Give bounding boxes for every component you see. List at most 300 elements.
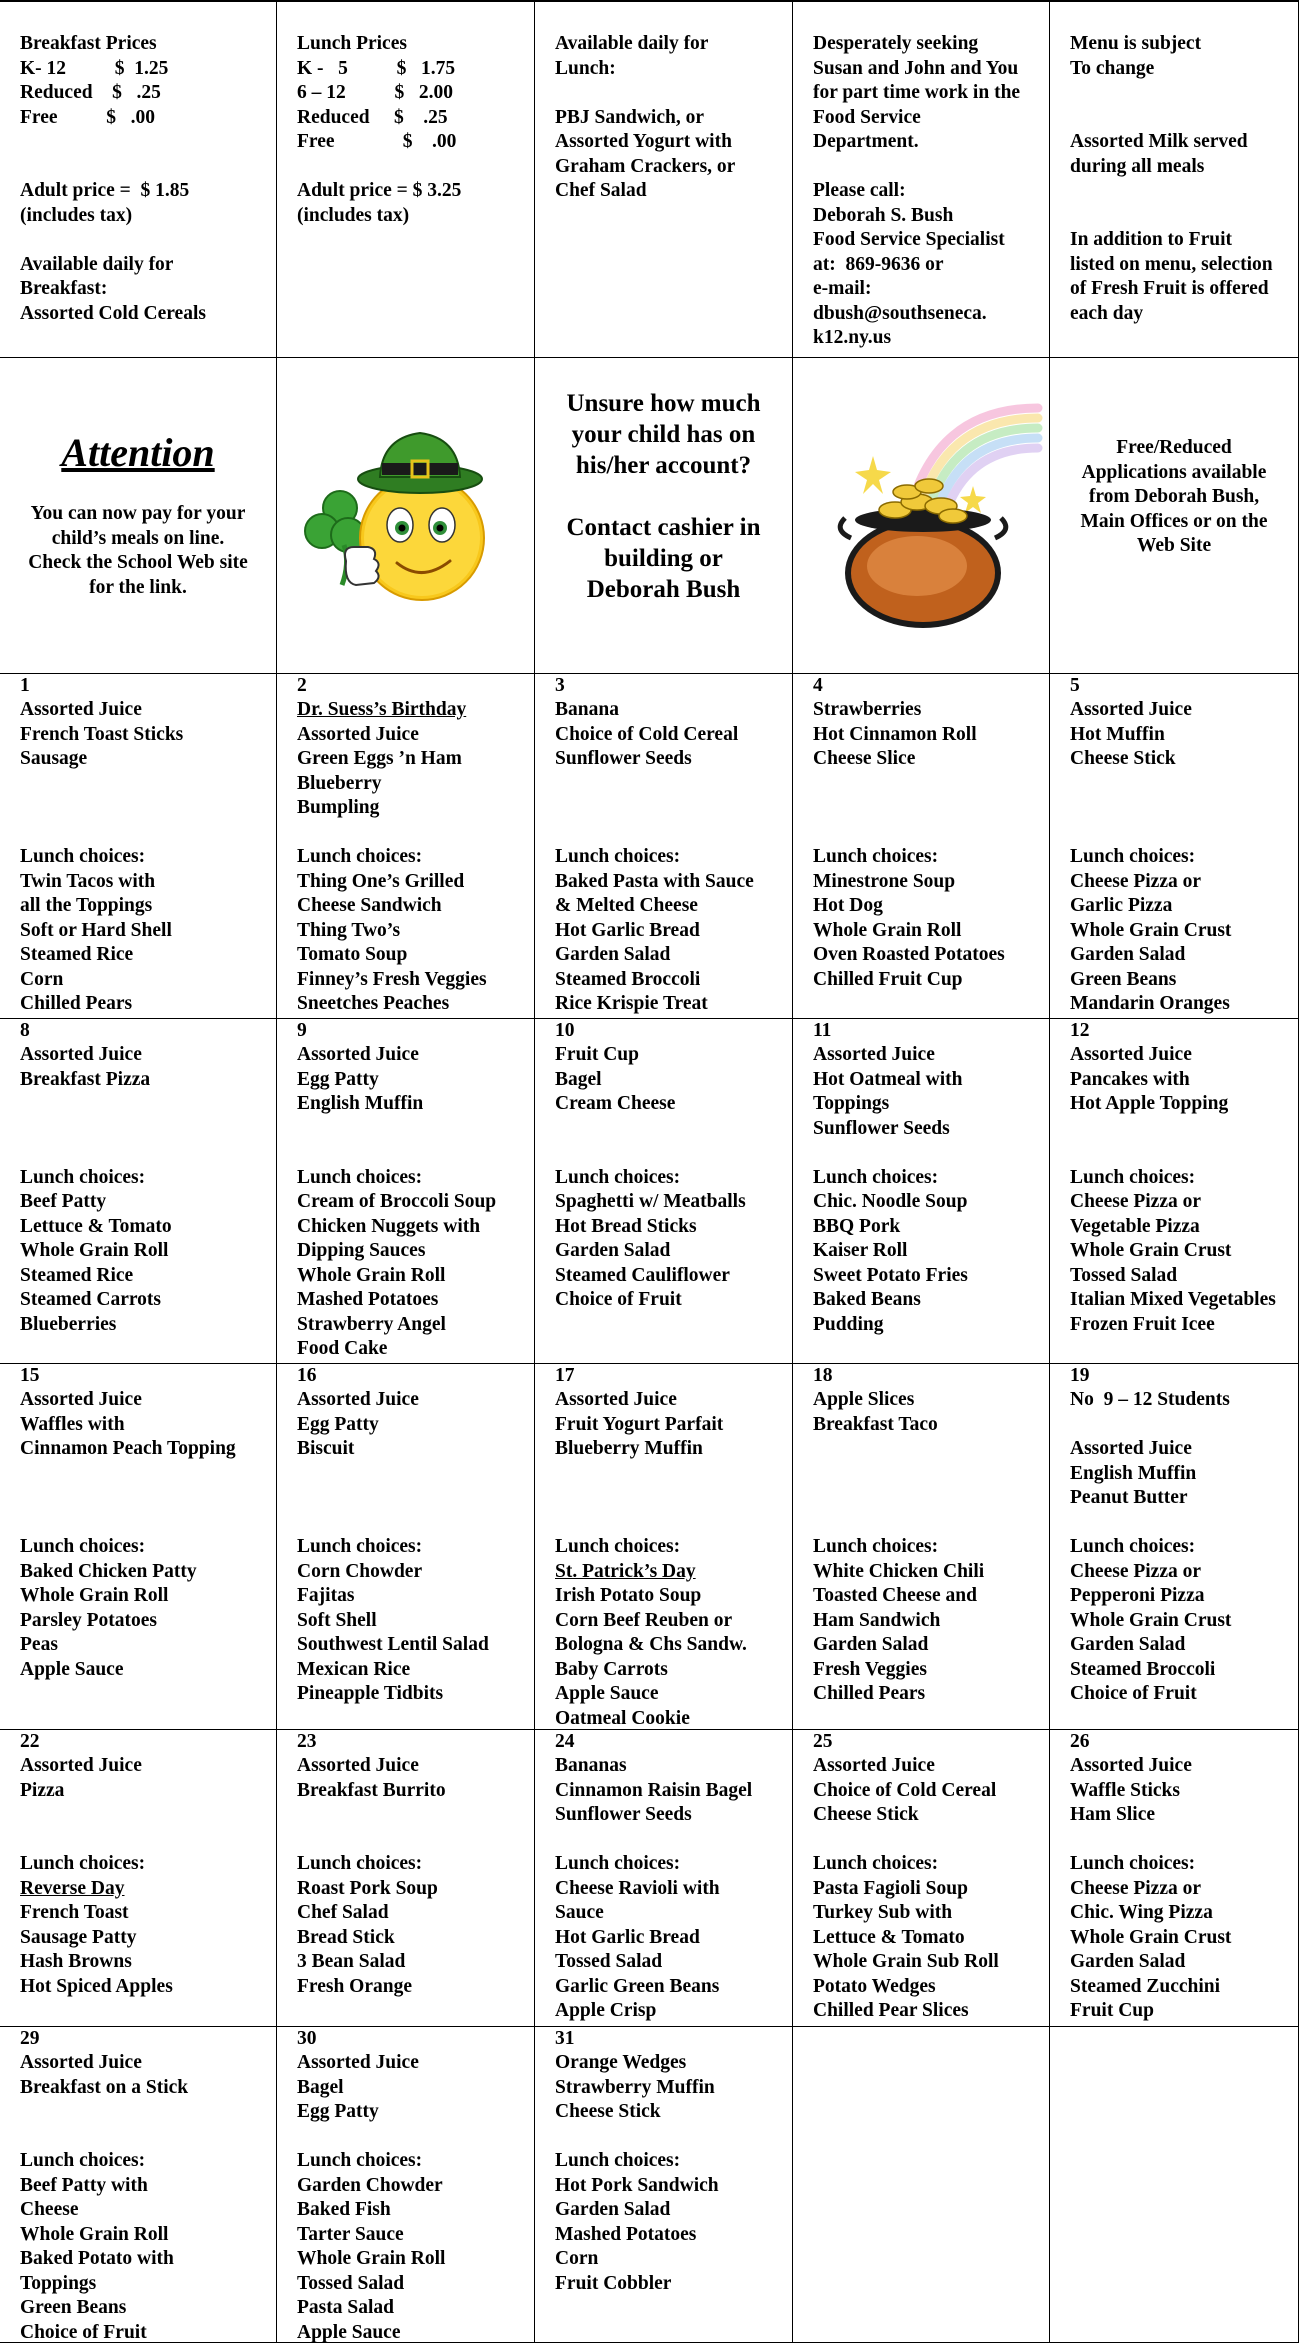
- lunch-item: Fruit Cobbler: [555, 2272, 786, 2297]
- day-cell-26: [1049, 1730, 1299, 2027]
- lunch-item: Italian Mixed Vegetables: [1070, 1288, 1292, 1313]
- day-cell-22: [0, 1730, 276, 2027]
- lunch-item: Oatmeal Cookie: [555, 1707, 786, 1731]
- text-line: Assorted Yogurt with: [555, 130, 786, 155]
- lunch-item: Garden Salad: [1070, 943, 1292, 968]
- lunch-item: Blueberries: [20, 1313, 270, 1338]
- breakfast-item: Ham Slice: [1070, 1803, 1292, 1828]
- attention-body: You can now pay for your child’s meals on line. Check the School Web site for the link.: [0, 502, 276, 600]
- account-balance-text: [535, 388, 792, 605]
- lunch-item: Fresh Orange: [297, 1975, 528, 2000]
- day-number: 24: [555, 1730, 786, 1754]
- text-line: [1070, 81, 1292, 106]
- breakfast-item: Assorted Juice: [20, 1388, 270, 1413]
- day-cell-25: [792, 1730, 1049, 2027]
- lunch-item: Dipping Sauces: [297, 1239, 528, 1264]
- lunch-item: Rice Krispie Treat: [555, 992, 786, 1017]
- lunch-item: Pasta Salad: [297, 2296, 528, 2321]
- breakfast-item: Pizza: [20, 1779, 270, 1804]
- spacer: [20, 1803, 270, 1852]
- lunch-item: Green Beans: [1070, 968, 1292, 993]
- breakfast-item: Cheese Stick: [555, 2100, 786, 2125]
- text-line: Reduced $ .25: [297, 106, 528, 131]
- lunch-item: Corn Beef Reuben or: [555, 1609, 786, 1634]
- lunch-item: Pineapple Tidbits: [297, 1682, 528, 1707]
- lunch-item: Garden Chowder: [297, 2174, 528, 2199]
- lunch-item: Lettuce & Tomato: [20, 1215, 270, 1240]
- lunch-item: Cheese Pizza or: [1070, 1190, 1292, 1215]
- text-line: K - 5 $ 1.75: [297, 57, 528, 82]
- text-line: K- 12 $ 1.25: [20, 57, 270, 82]
- job-notice-text: [813, 32, 1043, 351]
- day-number: 29: [20, 2027, 270, 2051]
- lunch-heading: Lunch choices:: [555, 1166, 786, 1191]
- lunch-item: Soft Shell: [297, 1609, 528, 1634]
- spacer: [297, 2125, 528, 2150]
- lunch-item: Hot Pork Sandwich: [555, 2174, 786, 2199]
- text-line: Reduced $ .25: [20, 81, 270, 106]
- lunch-item: Parsley Potatoes: [20, 1609, 270, 1634]
- day-number: 17: [555, 1364, 786, 1388]
- text-line: Main Offices or on the: [1050, 510, 1298, 535]
- lunch-item: Mashed Potatoes: [555, 2223, 786, 2248]
- day-cell-18: [792, 1364, 1049, 1730]
- lunch-item: Garlic Green Beans: [555, 1975, 786, 2000]
- lunch-item: Chilled Pear Slices: [813, 1999, 1043, 2024]
- empty-day-cell: [792, 2027, 1049, 2343]
- breakfast-item: Cheese Slice: [813, 747, 1043, 772]
- lunch-item: Whole Grain Roll: [20, 2223, 270, 2248]
- text-line: dbush@southseneca.: [813, 302, 1043, 327]
- breakfast-item: Cinnamon Raisin Bagel: [555, 1779, 786, 1804]
- lunch-item: Garlic Pizza: [1070, 894, 1292, 919]
- lunch-item: Fajitas: [297, 1584, 528, 1609]
- breakfast-item: Cheese Stick: [813, 1803, 1043, 1828]
- text-line: In addition to Fruit: [1070, 228, 1292, 253]
- lunch-item: Choice of Fruit: [20, 2321, 270, 2343]
- spacer: [1070, 772, 1292, 846]
- lunch-item: 3 Bean Salad: [297, 1950, 528, 1975]
- breakfast-item: Pancakes with: [1070, 1068, 1292, 1093]
- lunch-item: Hash Browns: [20, 1950, 270, 1975]
- day-cell-30: [276, 2027, 534, 2343]
- breakfast-item: Bagel: [555, 1068, 786, 1093]
- breakfast-item: Breakfast Taco: [813, 1413, 1043, 1438]
- breakfast-item: Green Eggs ’n Ham: [297, 747, 528, 772]
- lunch-item: Choice of Fruit: [1070, 1682, 1292, 1707]
- breakfast-item: Assorted Juice: [1070, 1043, 1292, 1068]
- lunch-item: Chilled Pears: [813, 1682, 1043, 1707]
- lunch-item: Oven Roasted Potatoes: [813, 943, 1043, 968]
- breakfast-item: Waffle Sticks: [1070, 1779, 1292, 1804]
- breakfast-item: English Muffin: [297, 1092, 528, 1117]
- lunch-item: & Melted Cheese: [555, 894, 786, 919]
- lunch-item: Whole Grain Roll: [813, 919, 1043, 944]
- spacer: [297, 1803, 528, 1852]
- text-line: 6 – 12 $ 2.00: [297, 81, 528, 106]
- day-number: 26: [1070, 1730, 1292, 1754]
- lunch-item: French Toast: [20, 1901, 270, 1926]
- lunch-item: St. Patrick’s Day: [555, 1560, 786, 1585]
- lunch-item: Cheese Pizza or: [1070, 1877, 1292, 1902]
- lunch-item: Cheese Sandwich: [297, 894, 528, 919]
- day-cell-10: [534, 1019, 792, 1364]
- lunch-item: Steamed Zucchini: [1070, 1975, 1292, 2000]
- text-line: (includes tax): [297, 204, 528, 229]
- lunch-heading: Lunch choices:: [813, 1166, 1043, 1191]
- attention-cell: [0, 358, 276, 674]
- breakfast-item: Assorted Juice: [1070, 1437, 1292, 1462]
- lunch-item: Hot Dog: [813, 894, 1043, 919]
- day-cell-24: [534, 1730, 792, 2027]
- lunch-item: Whole Grain Crust: [1070, 1239, 1292, 1264]
- breakfast-item: Assorted Juice: [297, 1388, 528, 1413]
- text-line: from Deborah Bush,: [1050, 485, 1298, 510]
- lunch-item: Garden Salad: [1070, 1633, 1292, 1658]
- breakfast-item: Hot Muffin: [1070, 723, 1292, 748]
- breakfast-item: Assorted Juice: [20, 1043, 270, 1068]
- lunch-item: Steamed Broccoli: [555, 968, 786, 993]
- lunch-item: Lettuce & Tomato: [813, 1926, 1043, 1951]
- day-cell-9: [276, 1019, 534, 1364]
- lunch-heading: Lunch choices:: [20, 1852, 270, 1877]
- text-line: Deborah S. Bush: [813, 204, 1043, 229]
- text-line: for part time work in the: [813, 81, 1043, 106]
- lunch-item: Mandarin Oranges: [1070, 992, 1292, 1017]
- breakfast-item: Assorted Juice: [297, 2051, 528, 2076]
- text-line: Available daily for: [20, 253, 270, 278]
- day-cell-11: [792, 1019, 1049, 1364]
- attention-title: Attention: [0, 428, 276, 478]
- lunch-heading: Lunch choices:: [297, 1535, 528, 1560]
- breakfast-item: Sunflower Seeds: [813, 1117, 1043, 1142]
- spacer: [555, 772, 786, 846]
- lunch-item: Thing Two’s: [297, 919, 528, 944]
- text-line: Susan and John and You: [813, 57, 1043, 82]
- day-number: 11: [813, 1019, 1043, 1043]
- day-cell-15: [0, 1364, 276, 1730]
- day-number: 12: [1070, 1019, 1292, 1043]
- breakfast-item: Sunflower Seeds: [555, 747, 786, 772]
- lunch-item: Mashed Potatoes: [297, 1288, 528, 1313]
- spacer: [813, 1828, 1043, 1853]
- lunch-item: Cream of Broccoli Soup: [297, 1190, 528, 1215]
- spacer: [20, 2100, 270, 2149]
- lunch-item: Spaghetti w/ Meatballs: [555, 1190, 786, 1215]
- day-number: 5: [1070, 674, 1292, 698]
- lunch-item: Bread Stick: [297, 1926, 528, 1951]
- free-reduced-text: [1050, 436, 1298, 559]
- lunch-heading: Lunch choices:: [555, 2149, 786, 2174]
- text-line: Free/Reduced: [1050, 436, 1298, 461]
- day-cell-16: [276, 1364, 534, 1730]
- spacer: [20, 1092, 270, 1166]
- lunch-item: Turkey Sub with: [813, 1901, 1043, 1926]
- lunch-item: Garden Salad: [813, 1633, 1043, 1658]
- text-line: To change: [1070, 57, 1292, 82]
- lunch-item: Whole Grain Roll: [20, 1239, 270, 1264]
- breakfast-item: Breakfast on a Stick: [20, 2076, 270, 2101]
- lunch-item: Hot Garlic Bread: [555, 1926, 786, 1951]
- text-line: Unsure how much: [535, 388, 792, 419]
- lunch-item: Whole Grain Crust: [1070, 919, 1292, 944]
- lunch-item: Baked Pasta with Sauce: [555, 870, 786, 895]
- breakfast-item: Dr. Suess’s Birthday: [297, 698, 528, 723]
- text-line: Assorted Milk served: [1070, 130, 1292, 155]
- lunch-item: Garden Salad: [555, 2198, 786, 2223]
- breakfast-item: Assorted Juice: [1070, 1754, 1292, 1779]
- day-cell-23: [276, 1730, 534, 2027]
- breakfast-item: Choice of Cold Cereal: [813, 1779, 1043, 1804]
- lunch-heading: Lunch choices:: [813, 1852, 1043, 1877]
- lunch-heading: Lunch choices:: [555, 845, 786, 870]
- breakfast-item: Assorted Juice: [297, 723, 528, 748]
- breakfast-item: Fruit Cup: [555, 1043, 786, 1068]
- text-line: Food Service: [813, 106, 1043, 131]
- spacer: [813, 1437, 1043, 1535]
- spacer: [813, 1141, 1043, 1166]
- breakfast-item: Cinnamon Peach Topping: [20, 1437, 270, 1462]
- lunch-item: Thing One’s Grilled: [297, 870, 528, 895]
- lunch-item: Tossed Salad: [555, 1950, 786, 1975]
- lunch-item: Vegetable Pizza: [1070, 1215, 1292, 1240]
- lunch-item: Minestrone Soup: [813, 870, 1043, 895]
- spacer: [555, 1117, 786, 1166]
- lunch-item: Strawberry Angel: [297, 1313, 528, 1338]
- day-number: 22: [20, 1730, 270, 1754]
- text-line: Assorted Cold Cereals: [20, 302, 270, 327]
- breakfast-item: Assorted Juice: [297, 1043, 528, 1068]
- text-line: listed on menu, selection: [1070, 253, 1292, 278]
- day-number: 2: [297, 674, 528, 698]
- lunch-item: Kaiser Roll: [813, 1239, 1043, 1264]
- breakfast-item: Egg Patty: [297, 2100, 528, 2125]
- breakfast-item: Blueberry: [297, 772, 528, 797]
- breakfast-prices-cell: [0, 2, 276, 358]
- lunch-item: Chef Salad: [297, 1901, 528, 1926]
- breakfast-item: English Muffin: [1070, 1462, 1292, 1487]
- lunch-heading: Lunch choices:: [1070, 1535, 1292, 1560]
- day-cell-29: [0, 2027, 276, 2343]
- lunch-item: Steamed Cauliflower: [555, 1264, 786, 1289]
- breakfast-item: Bumpling: [297, 796, 528, 821]
- text-line: [1070, 179, 1292, 204]
- lunch-item: Garden Salad: [1070, 1950, 1292, 1975]
- lunch-item: BBQ Pork: [813, 1215, 1043, 1240]
- lunch-item: Soft or Hard Shell: [20, 919, 270, 944]
- breakfast-item: Breakfast Burrito: [297, 1779, 528, 1804]
- lunch-item: Peas: [20, 1633, 270, 1658]
- lunch-item: Steamed Carrots: [20, 1288, 270, 1313]
- lunch-item: Pasta Fagioli Soup: [813, 1877, 1043, 1902]
- day-number: 25: [813, 1730, 1043, 1754]
- lunch-heading: Lunch choices:: [555, 1535, 786, 1560]
- breakfast-item: Strawberry Muffin: [555, 2076, 786, 2101]
- breakfast-item: Hot Apple Topping: [1070, 1092, 1292, 1117]
- lunch-item: Tomato Soup: [297, 943, 528, 968]
- job-notice-cell: [792, 2, 1049, 358]
- day-number: 23: [297, 1730, 528, 1754]
- lunch-item: Cheese Pizza or: [1070, 870, 1292, 895]
- text-line: k12.ny.us: [813, 326, 1043, 351]
- spacer: [297, 1117, 528, 1166]
- free-reduced-cell: [1049, 358, 1299, 674]
- text-line: [20, 228, 270, 253]
- spacer: [297, 821, 528, 846]
- lunch-item: Apple Sauce: [297, 2321, 528, 2343]
- lunch-item: Apple Sauce: [20, 1658, 270, 1683]
- lunch-heading: Lunch choices:: [20, 845, 270, 870]
- breakfast-item: Apple Slices: [813, 1388, 1043, 1413]
- pot-of-gold-icon: [813, 378, 1045, 628]
- lunch-item: Food Cake: [297, 1337, 528, 1362]
- lunch-item: Ham Sandwich: [813, 1609, 1043, 1634]
- breakfast-item: Orange Wedges: [555, 2051, 786, 2076]
- text-line: e-mail:: [813, 277, 1043, 302]
- lunch-item: Whole Grain Crust: [1070, 1609, 1292, 1634]
- empty-day-cell: [1049, 2027, 1299, 2343]
- lunch-item: Chic. Noodle Soup: [813, 1190, 1043, 1215]
- spacer: [555, 1462, 786, 1536]
- lunch-item: Chicken Nuggets with: [297, 1215, 528, 1240]
- text-line: each day: [1070, 302, 1292, 327]
- day-cell-2: [276, 674, 534, 1019]
- text-line: [813, 155, 1043, 180]
- lunch-item: Bologna & Chs Sandw.: [555, 1633, 786, 1658]
- breakfast-item: Banana: [555, 698, 786, 723]
- day-cell-19: [1049, 1364, 1299, 1730]
- lunch-item: Chic. Wing Pizza: [1070, 1901, 1292, 1926]
- breakfast-item: Assorted Juice: [20, 698, 270, 723]
- lunch-item: Fresh Veggies: [813, 1658, 1043, 1683]
- text-line: Adult price = $ 3.25: [297, 179, 528, 204]
- spacer: [813, 772, 1043, 846]
- lunch-item: Steamed Broccoli: [1070, 1658, 1292, 1683]
- breakfast-item: Fruit Yogurt Parfait: [555, 1413, 786, 1438]
- lunch-item: Whole Grain Roll: [297, 1264, 528, 1289]
- lunch-heading: Lunch choices:: [555, 1852, 786, 1877]
- lunch-item: Steamed Rice: [20, 943, 270, 968]
- lunch-item: White Chicken Chili: [813, 1560, 1043, 1585]
- text-line: Menu is subject: [1070, 32, 1292, 57]
- text-line: [297, 155, 528, 180]
- lunch-item: Baked Beans: [813, 1288, 1043, 1313]
- text-line: Available daily for: [555, 32, 786, 57]
- day-number: 16: [297, 1364, 528, 1388]
- text-line: Desperately seeking: [813, 32, 1043, 57]
- lunch-item: Fruit Cup: [1070, 1999, 1292, 2024]
- leprechaun-cell: [276, 358, 534, 674]
- lunch-item: Tossed Salad: [297, 2272, 528, 2297]
- breakfast-item: Bananas: [555, 1754, 786, 1779]
- day-number: 18: [813, 1364, 1043, 1388]
- lunch-item: Twin Tacos with: [20, 870, 270, 895]
- breakfast-item: Blueberry Muffin: [555, 1437, 786, 1462]
- lunch-item: Mexican Rice: [297, 1658, 528, 1683]
- lunch-heading: Lunch choices:: [20, 1166, 270, 1191]
- lunch-item: Chilled Pears: [20, 992, 270, 1017]
- spacer: [555, 2125, 786, 2150]
- lunch-item: Garden Salad: [555, 1239, 786, 1264]
- lunch-item: Baked Potato with: [20, 2247, 270, 2272]
- breakfast-item: Assorted Juice: [813, 1754, 1043, 1779]
- breakfast-item: Toppings: [813, 1092, 1043, 1117]
- lunch-item: Frozen Fruit Icee: [1070, 1313, 1292, 1338]
- day-number: 10: [555, 1019, 786, 1043]
- day-cell-31: [534, 2027, 792, 2343]
- breakfast-item: Assorted Juice: [555, 1388, 786, 1413]
- text-line: during all meals: [1070, 155, 1292, 180]
- text-line: Deborah Bush: [535, 574, 792, 605]
- lunch-heading: Lunch choices:: [297, 2149, 528, 2174]
- lunch-item: Apple Sauce: [555, 1682, 786, 1707]
- text-line: [1070, 204, 1292, 229]
- day-number: 15: [20, 1364, 270, 1388]
- spacer: [20, 772, 270, 846]
- text-line: Chef Salad: [555, 179, 786, 204]
- text-line: [20, 155, 270, 180]
- spacer: [1070, 1511, 1292, 1536]
- breakfast-item: Peanut Butter: [1070, 1486, 1292, 1511]
- lunch-item: Potato Wedges: [813, 1975, 1043, 2000]
- lunch-item: all the Toppings: [20, 894, 270, 919]
- lunch-item: Hot Garlic Bread: [555, 919, 786, 944]
- lunch-item: Beef Patty: [20, 1190, 270, 1215]
- lunch-item: Garden Salad: [555, 943, 786, 968]
- breakfast-item: Cream Cheese: [555, 1092, 786, 1117]
- breakfast-item: Waffles with: [20, 1413, 270, 1438]
- day-number: 31: [555, 2027, 786, 2051]
- menu-notes-cell: [1049, 2, 1299, 358]
- breakfast-item: No 9 – 12 Students: [1070, 1388, 1292, 1413]
- text-line: Lunch Prices: [297, 32, 528, 57]
- text-line: Breakfast Prices: [20, 32, 270, 57]
- day-cell-5: [1049, 674, 1299, 1019]
- breakfast-prices-text: [20, 32, 270, 326]
- lunch-item: Hot Bread Sticks: [555, 1215, 786, 1240]
- text-line: [555, 81, 786, 106]
- lunch-item: Sweet Potato Fries: [813, 1264, 1043, 1289]
- lunch-item: Whole Grain Roll: [20, 1584, 270, 1609]
- lunch-heading: Lunch choices:: [1070, 845, 1292, 870]
- lunch-item: Corn Chowder: [297, 1560, 528, 1585]
- lunch-heading: Lunch choices:: [297, 1852, 528, 1877]
- lunch-prices-text: [297, 32, 528, 228]
- breakfast-item: [1070, 1413, 1292, 1438]
- lunch-item: Cheese Pizza or: [1070, 1560, 1292, 1585]
- spacer: [555, 1828, 786, 1853]
- text-line: [1070, 106, 1292, 131]
- text-line: [535, 481, 792, 512]
- lunch-heading: Lunch choices:: [1070, 1166, 1292, 1191]
- day-number: 3: [555, 674, 786, 698]
- text-line: Adult price = $ 1.85: [20, 179, 270, 204]
- lunch-heading: Lunch choices:: [297, 845, 528, 870]
- breakfast-item: Bagel: [297, 2076, 528, 2101]
- breakfast-item: Assorted Juice: [297, 1754, 528, 1779]
- lunch-item: Tarter Sauce: [297, 2223, 528, 2248]
- breakfast-item: Sunflower Seeds: [555, 1803, 786, 1828]
- lunch-item: Irish Potato Soup: [555, 1584, 786, 1609]
- lunch-item: Cheese: [20, 2198, 270, 2223]
- breakfast-item: Strawberries: [813, 698, 1043, 723]
- text-line: Applications available: [1050, 461, 1298, 486]
- lunch-item: Finney’s Fresh Veggies: [297, 968, 528, 993]
- text-line: at: 869-9636 or: [813, 253, 1043, 278]
- lunch-item: Sauce: [555, 1901, 786, 1926]
- day-number: 19: [1070, 1364, 1292, 1388]
- lunch-item: Steamed Rice: [20, 1264, 270, 1289]
